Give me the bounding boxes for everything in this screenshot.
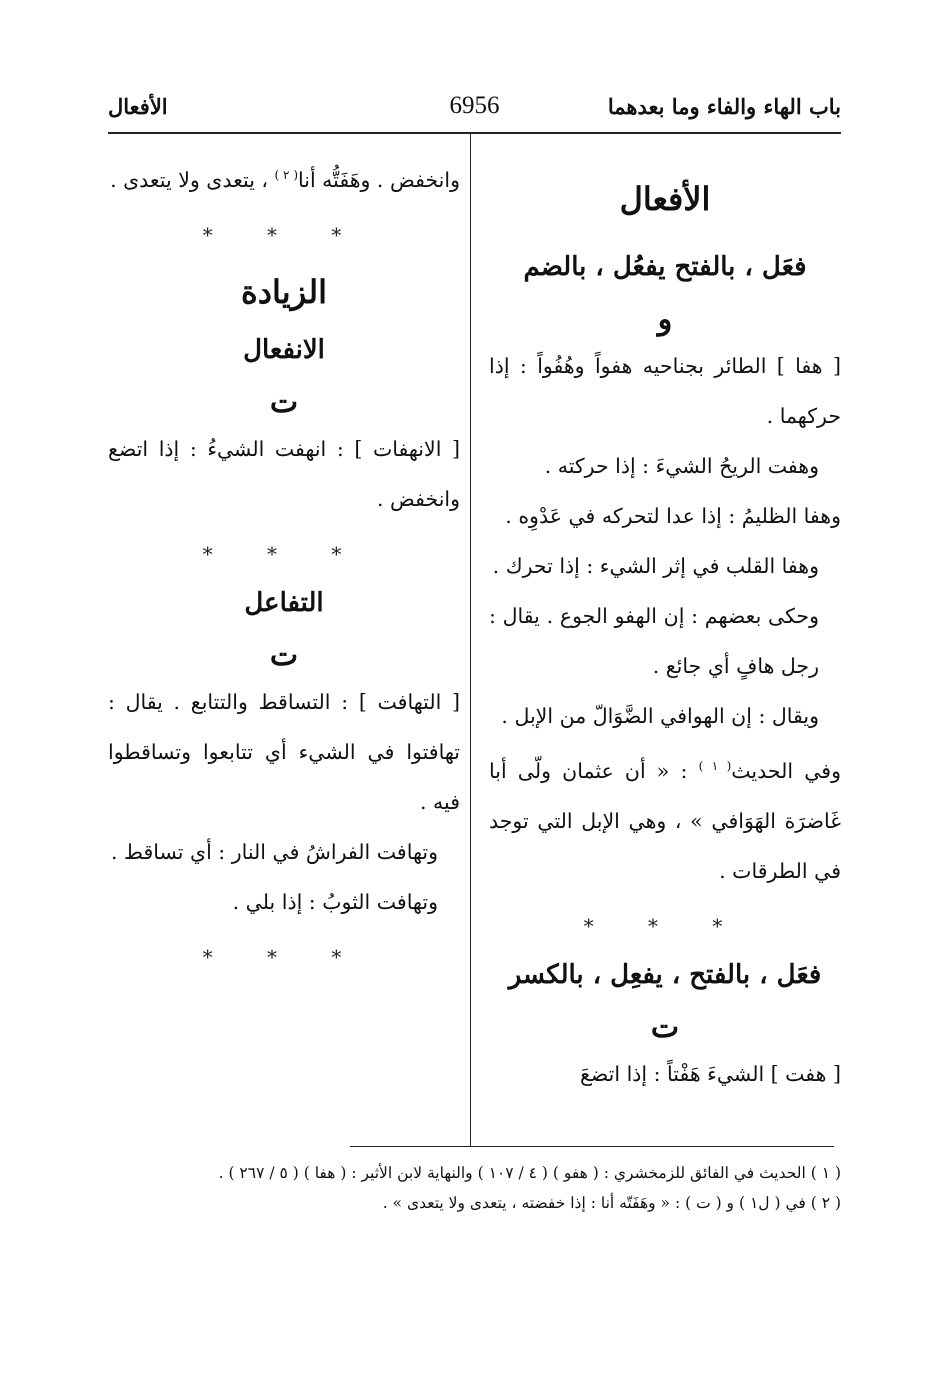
letter-heading-ta: ت	[269, 384, 299, 420]
hadith-lead: وفي الحديث	[731, 758, 842, 783]
continuation-text: ، يتعدى ولا يتعدى .	[110, 167, 275, 192]
entry-inhifat: [ الانهفات ] : انهفت الشيءُ : إذا اتضع وانخفض .	[108, 436, 460, 511]
entry-tahafut: [ التهافت ] : التساقط والتتابع . يقال : تهافتوا في الشيء أي تتابعوا وتساقطوا فيه .	[108, 689, 460, 814]
right-column	[489, 150, 841, 1099]
footnote-ref-2: ( ٢ )	[274, 168, 298, 182]
footnote-2: ( ٢ ) في ( ل١ ) و ( ت ) : « وهَفَتّه أنا : إذا خفضته ، يتعدى ولا يتعدى » .	[382, 1194, 841, 1212]
hadith-text: : « أن عثمان ولّى أبا غَاضرَة الهَوَافي » ، وهي الإبل التي توجد في الطرقات .	[489, 758, 841, 883]
chapter-title: الأفعال	[108, 94, 168, 119]
column-divider	[470, 134, 471, 1146]
entry-hadith	[489, 741, 841, 896]
entry-paragraph: وهفا القلب في إثر الشيء : إذا تحرك .	[492, 554, 819, 578]
entry-paragraph: وتهافت الفراشُ في النار : أي تساقط .	[110, 839, 438, 864]
separator-stars: * * *	[202, 944, 366, 969]
continuation-lead: وانخفض . وهَفَتُّه أنا	[298, 167, 460, 192]
separator-stars: * * *	[202, 541, 366, 566]
footnote-1: ( ١ ) الحديث في الفائق للزمخشري : ( هفو ) ( ٤ / ١٠٧ ) والنهاية لابن الأثير : ( هفا ) ( ٥ / ٢٦٧ ) .	[218, 1164, 841, 1182]
section-title: باب الهاء والفاء وما بعدهما	[607, 94, 841, 119]
separator-stars: * * *	[202, 222, 366, 247]
separator-stars: * * *	[583, 913, 747, 938]
footnotes	[101, 1158, 841, 1218]
footnote-ref-1: ( ١ )	[698, 759, 732, 773]
pattern-heading-2: فعَل ، بالفتح ، يفعِل ، بالكسر	[508, 959, 822, 990]
entry-hafat: [ هفت ] الشيءَ هَفْتاً : إذا اتضعَ	[579, 1061, 841, 1086]
page-header	[108, 92, 841, 134]
entry-paragraph: وتهافت الثوبُ : إذا بلي .	[232, 889, 438, 914]
page-number: 6956	[449, 92, 500, 119]
section-ziyada-title: الزيادة	[241, 272, 327, 311]
letter-heading-ta: ت	[269, 637, 299, 673]
infiaal-heading: الانفعال	[243, 334, 325, 365]
entry-paragraph: وحكى بعضهم : إن الهفو الجوع . يقال : رجل هافٍ أي جائع .	[489, 604, 819, 678]
entry-hafa: [ هفا ] الطائر بجناحيه هفواً وهُفُواً : إذا حركهما .	[489, 354, 841, 428]
entry-paragraph: وهفا الظليمُ : إذا عدا لتحركه في عَدْوِه .	[505, 504, 841, 528]
letter-heading-ta: ت	[650, 1009, 680, 1045]
left-column	[108, 150, 460, 991]
main-title: الأفعال	[619, 180, 711, 218]
tafaaul-heading: التفاعل	[244, 587, 324, 618]
entry-paragraph: وهفت الريحُ الشيءَ : إذا حركته .	[544, 454, 819, 478]
entry-paragraph: ويقال : إن الهوافي الضَّوَالّ من الإبل .	[501, 704, 819, 728]
footnote-rule	[350, 1146, 834, 1147]
entry-continuation	[108, 150, 460, 205]
pattern-heading-1: فعَل ، بالفتح يفعُل ، بالضم	[523, 252, 807, 282]
letter-heading-waw: و	[657, 302, 673, 337]
